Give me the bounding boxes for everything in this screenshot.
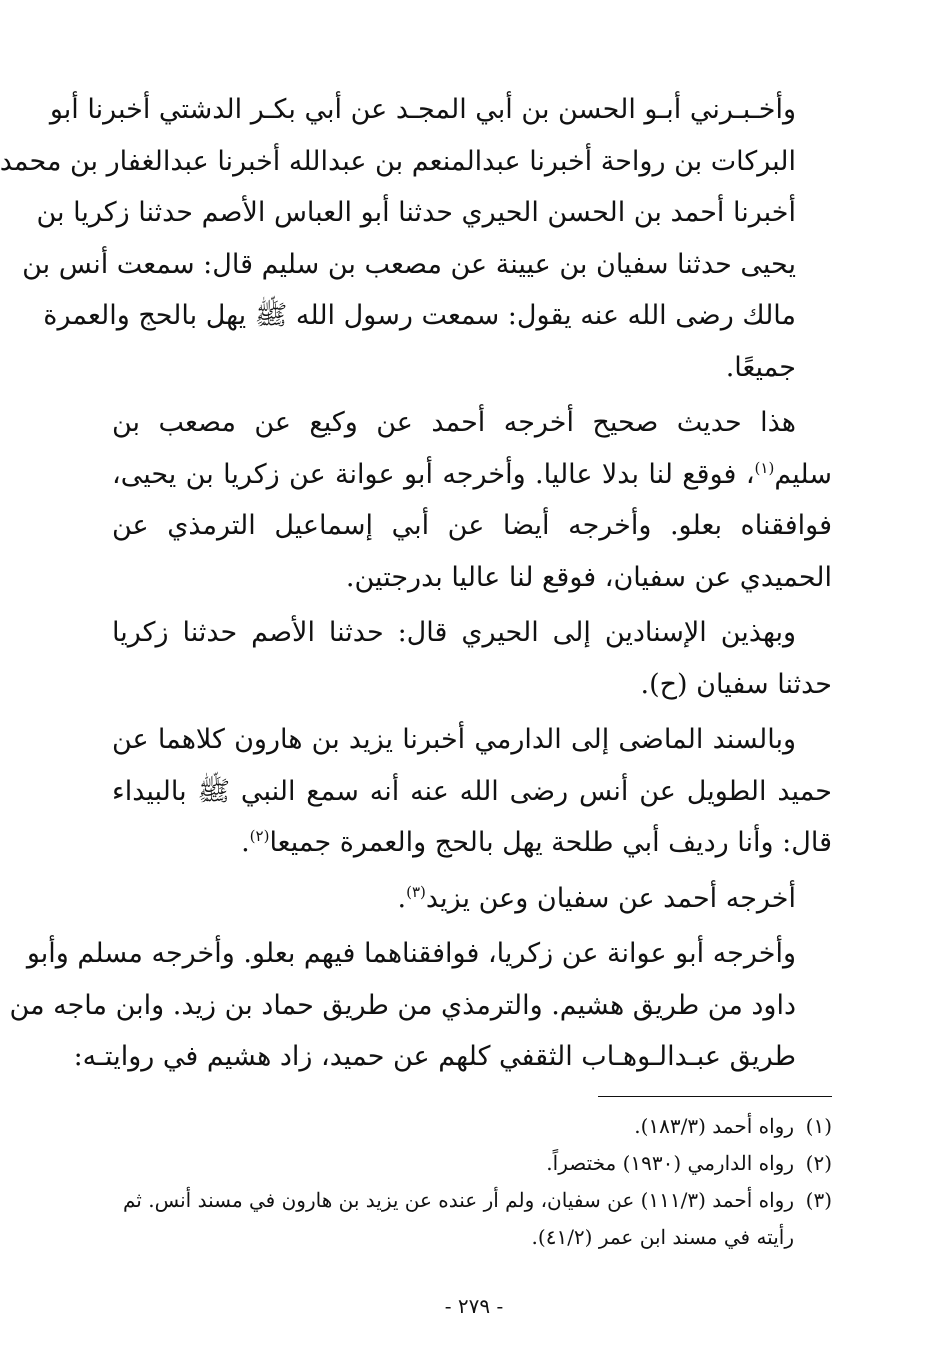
paragraph-2 [112,397,832,603]
text-line: أخبرنا أحمد بن الحسن الحيري حدثنا أبو العباس الأصم حدثنا زكريا بن [36,197,796,228]
text-line: جميعًا. [725,351,796,383]
footnote-number: (١) [805,1114,832,1138]
footnote-number: (٢) [805,1151,832,1175]
paragraph-5 [112,873,832,925]
footnote-text: رواه أحمد (١١١/٣) عن سفيان، ولم أر عنده عن يزيد بن هارون في مسند أنس. ثم رأيته في مسند ابن عمر (٤١/٢). [123,1188,794,1249]
footnote-ref-3[interactable]: (٣) [406,882,426,901]
text-line: وأخرجه أبو عوانة عن زكريا، فوافقناهما فيهم بعلو. وأخرجه مسلم وأبو [26,938,796,969]
footnote-text: رواه أحمد (١٨٣/٣). [634,1114,794,1138]
paragraph-text: . [397,882,407,914]
paragraph-text: هذا حديث صحيح أخرجه أحمد عن وكيع عن مصعب بن سليم [112,407,832,490]
paragraph-text: وبالسند الماضى إلى الدارمي أخبرنا يزيد بن هارون كلاهما عن حميد الطويل عن أنس رضى الله عنه أنه سمع النبي ﷺ بالبيداء قال: وأنا رديف أبي طلحة يهل بالحج والعمرة جميعا [112,724,832,858]
footnote-number: (٣) [805,1188,832,1212]
paragraph-text: ، فوقع لنا بدلا عاليا. وأخرجه أبو عوانة عن زكريا بن يحيى، فوافقناه بعلو. وأخرجه أيضا عن أبي إسماعيل الترمذي عن الحميدي عن سفيان، فوقع لنا عاليا بدرجتين. [112,458,832,593]
paragraph-text: أخرجه أحمد عن سفيان وعن يزيد [425,882,796,914]
footnote-3 [112,1182,832,1256]
paragraph-3: وبهذين الإسنادين إلى الحيري قال: حدثنا الأصم حدثنا زكريا حدثنا سفيان (ح). [112,617,832,700]
paragraph-6 [9,928,832,1083]
text-line: مالك رضى الله عنه يقول: سمعت رسول الله ﷺ يهل بالحج والعمرة [43,300,796,331]
text-line: طريق عبـدالـوهـاب الثقفي كلهم عن حميد، زاد هشيم في روايتـه: [73,1041,796,1072]
paragraph-text: . [241,827,250,858]
page-number: - ٢٧٩ - [444,1294,504,1318]
paragraph-4 [112,714,832,869]
footnotes [112,1108,832,1256]
footnote-ref-1[interactable]: (١) [754,458,775,477]
paragraph-1 [0,84,832,393]
footnote-2 [112,1145,832,1182]
text-line: وأخـبـرني أبـو الحسن بن أبي المجـد عن أبي بكـر الدشتي أخبرنا أبو [49,94,796,125]
page-body [0,84,832,1083]
text-line: يحيى حدثنا سفيان بن عيينة عن مصعب بن سليم قال: سمعت أنس بن [22,248,796,280]
text-line: داود من طريق هشيم. والترمذي من طريق حماد بن زيد. وابن ماجه من [9,989,796,1021]
text-line: البركات بن رواحة أخبرنا عبدالمنعم بن عبدالله أخبرنا عبدالغفار بن محمد [0,145,796,177]
footnote-divider [598,1096,832,1097]
footnote-1 [112,1108,832,1145]
footnote-text: رواه الدارمي (١٩٣٠) مختصراً. [546,1151,794,1175]
footnote-ref-2[interactable]: (٢) [249,827,270,845]
